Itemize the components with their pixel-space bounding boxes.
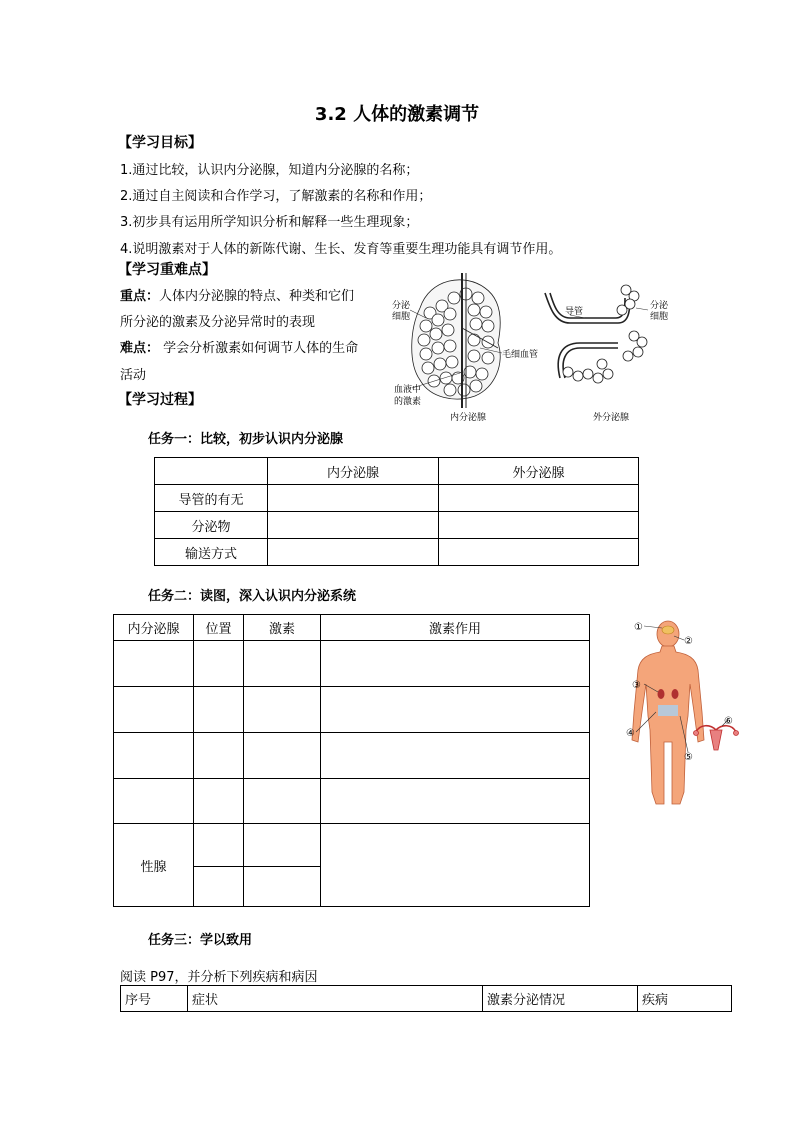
answer-cell[interactable] xyxy=(244,733,321,779)
task2-heading: 任务二：读图，深入认识内分泌系统 xyxy=(148,589,357,604)
marker-1: ① xyxy=(634,622,643,633)
process-heading: 【学习过程】 xyxy=(118,392,202,408)
answer-cell[interactable] xyxy=(194,687,244,733)
task3-table xyxy=(120,985,732,1012)
answer-cell[interactable] xyxy=(321,687,590,733)
task2-table xyxy=(113,614,590,907)
answer-cell[interactable] xyxy=(194,733,244,779)
objectives-heading: 【学习目标】 xyxy=(118,135,202,151)
objective-item: 2.通过自主阅读和合作学习，了解激素的名称和作用； xyxy=(120,189,432,204)
table-header-cell: 激素 xyxy=(244,615,321,641)
answer-cell[interactable] xyxy=(244,779,321,824)
answer-cell[interactable] xyxy=(244,687,321,733)
page-title: 3.2 人体的激素调节 xyxy=(314,104,480,125)
row-label: 分泌物 xyxy=(155,512,268,539)
answer-cell[interactable] xyxy=(194,867,244,907)
task3-heading: 任务三：学以致用 xyxy=(148,933,253,948)
key-point-label: 重点： xyxy=(120,289,160,304)
table-header-row xyxy=(155,458,639,485)
key-point-text: 人体内分泌腺的特点、种类和它们 xyxy=(159,289,355,304)
task1-heading: 任务一：比较，初步认识内分泌腺 xyxy=(148,432,344,447)
brain-gland xyxy=(662,626,674,634)
table-row xyxy=(155,539,639,566)
marker-3: ③ xyxy=(632,680,641,691)
table-row xyxy=(155,485,639,512)
table-header-row xyxy=(114,615,590,641)
answer-cell[interactable] xyxy=(114,733,194,779)
table-header-cell: 外分泌腺 xyxy=(439,458,639,485)
answer-cell[interactable] xyxy=(439,512,639,539)
answer-cell[interactable] xyxy=(268,485,439,512)
answer-cell[interactable] xyxy=(194,641,244,687)
marker-2: ② xyxy=(684,636,693,647)
key-point-text-2: 所分泌的激素及分泌异常时的表现 xyxy=(120,315,316,330)
answer-cell[interactable] xyxy=(439,539,639,566)
gland-figure xyxy=(390,268,690,428)
answer-cell[interactable] xyxy=(244,867,321,907)
table-row xyxy=(155,512,639,539)
difficult-point-line xyxy=(120,337,358,356)
task1-table xyxy=(154,457,639,566)
marker-4: ④ xyxy=(626,728,635,739)
table-header-cell: 症状 xyxy=(188,986,483,1012)
keypoints-heading: 【学习重难点】 xyxy=(118,262,216,278)
answer-cell[interactable] xyxy=(114,687,194,733)
table-row xyxy=(114,687,590,733)
answer-cell[interactable] xyxy=(439,485,639,512)
table-header-cell xyxy=(155,458,268,485)
table-header-cell: 疾病 xyxy=(638,986,732,1012)
exocrine-gland-drawing xyxy=(545,285,647,383)
row-label: 导管的有无 xyxy=(155,485,268,512)
marker-5: ⑤ xyxy=(684,752,693,763)
answer-cell[interactable] xyxy=(268,539,439,566)
endocrine-caption: 内分泌腺 xyxy=(450,413,487,423)
difficult-point-label: 难点： xyxy=(120,341,160,356)
table-header-row xyxy=(121,986,732,1012)
table-header-cell: 序号 xyxy=(121,986,188,1012)
table-header-cell: 位置 xyxy=(194,615,244,641)
answer-cell[interactable] xyxy=(321,733,590,779)
answer-cell[interactable] xyxy=(321,779,590,824)
table-header-cell: 激素作用 xyxy=(321,615,590,641)
answer-cell[interactable] xyxy=(321,824,590,907)
key-point-line xyxy=(120,285,354,304)
gonad-label: 性腺 xyxy=(114,824,194,907)
hormone-in-blood-label-2: 的激素 xyxy=(394,397,422,407)
secretory-cell-label-a: 分泌 xyxy=(392,301,411,311)
objective-item: 1.通过比较，认识内分泌腺，知道内分泌腺的名称； xyxy=(120,163,419,178)
answer-cell[interactable] xyxy=(194,779,244,824)
answer-cell[interactable] xyxy=(114,779,194,824)
capillary-label: 毛细血管 xyxy=(502,350,539,360)
table-header-cell: 激素分泌情况 xyxy=(483,986,638,1012)
objective-item: 4.说明激素对于人体的新陈代谢、生长、发育等重要生理功能具有调节作用。 xyxy=(120,242,562,257)
exocrine-caption: 外分泌腺 xyxy=(593,413,630,423)
table-header-cell: 内分泌腺 xyxy=(268,458,439,485)
table-row xyxy=(114,641,590,687)
table-header-cell: 内分泌腺 xyxy=(114,615,194,641)
answer-cell[interactable] xyxy=(244,824,321,867)
answer-cell[interactable] xyxy=(114,641,194,687)
table-row xyxy=(114,779,590,824)
human-body-figure xyxy=(618,612,748,812)
kidney-left xyxy=(658,689,665,699)
difficult-point-text: 学会分析激素如何调节人体的生命 xyxy=(159,341,359,356)
answer-cell[interactable] xyxy=(268,512,439,539)
answer-cell[interactable] xyxy=(194,824,244,867)
objective-item: 3.初步具有运用所学知识分析和解释一些生理现象； xyxy=(120,215,419,230)
hormone-in-blood-label: 血液中 xyxy=(394,385,422,395)
table-row xyxy=(114,824,590,867)
table-row xyxy=(114,733,590,779)
secretory-cell-label-a2: 细胞 xyxy=(392,312,411,322)
row-label: 输送方式 xyxy=(155,539,268,566)
task3-intro: 阅读 P97，并分析下列疾病和病因 xyxy=(120,970,318,985)
answer-cell[interactable] xyxy=(244,641,321,687)
reproductive-region xyxy=(658,705,678,716)
marker-6: ⑥ xyxy=(724,716,733,727)
secretory-cell-label-b: 分泌 xyxy=(650,301,669,311)
answer-cell[interactable] xyxy=(321,641,590,687)
duct-label: 导管 xyxy=(565,307,584,317)
difficult-point-text-2: 活动 xyxy=(120,368,147,383)
endocrine-gland-drawing xyxy=(412,273,500,408)
kidney-right xyxy=(672,689,679,699)
secretory-cell-label-b2: 细胞 xyxy=(650,312,669,322)
